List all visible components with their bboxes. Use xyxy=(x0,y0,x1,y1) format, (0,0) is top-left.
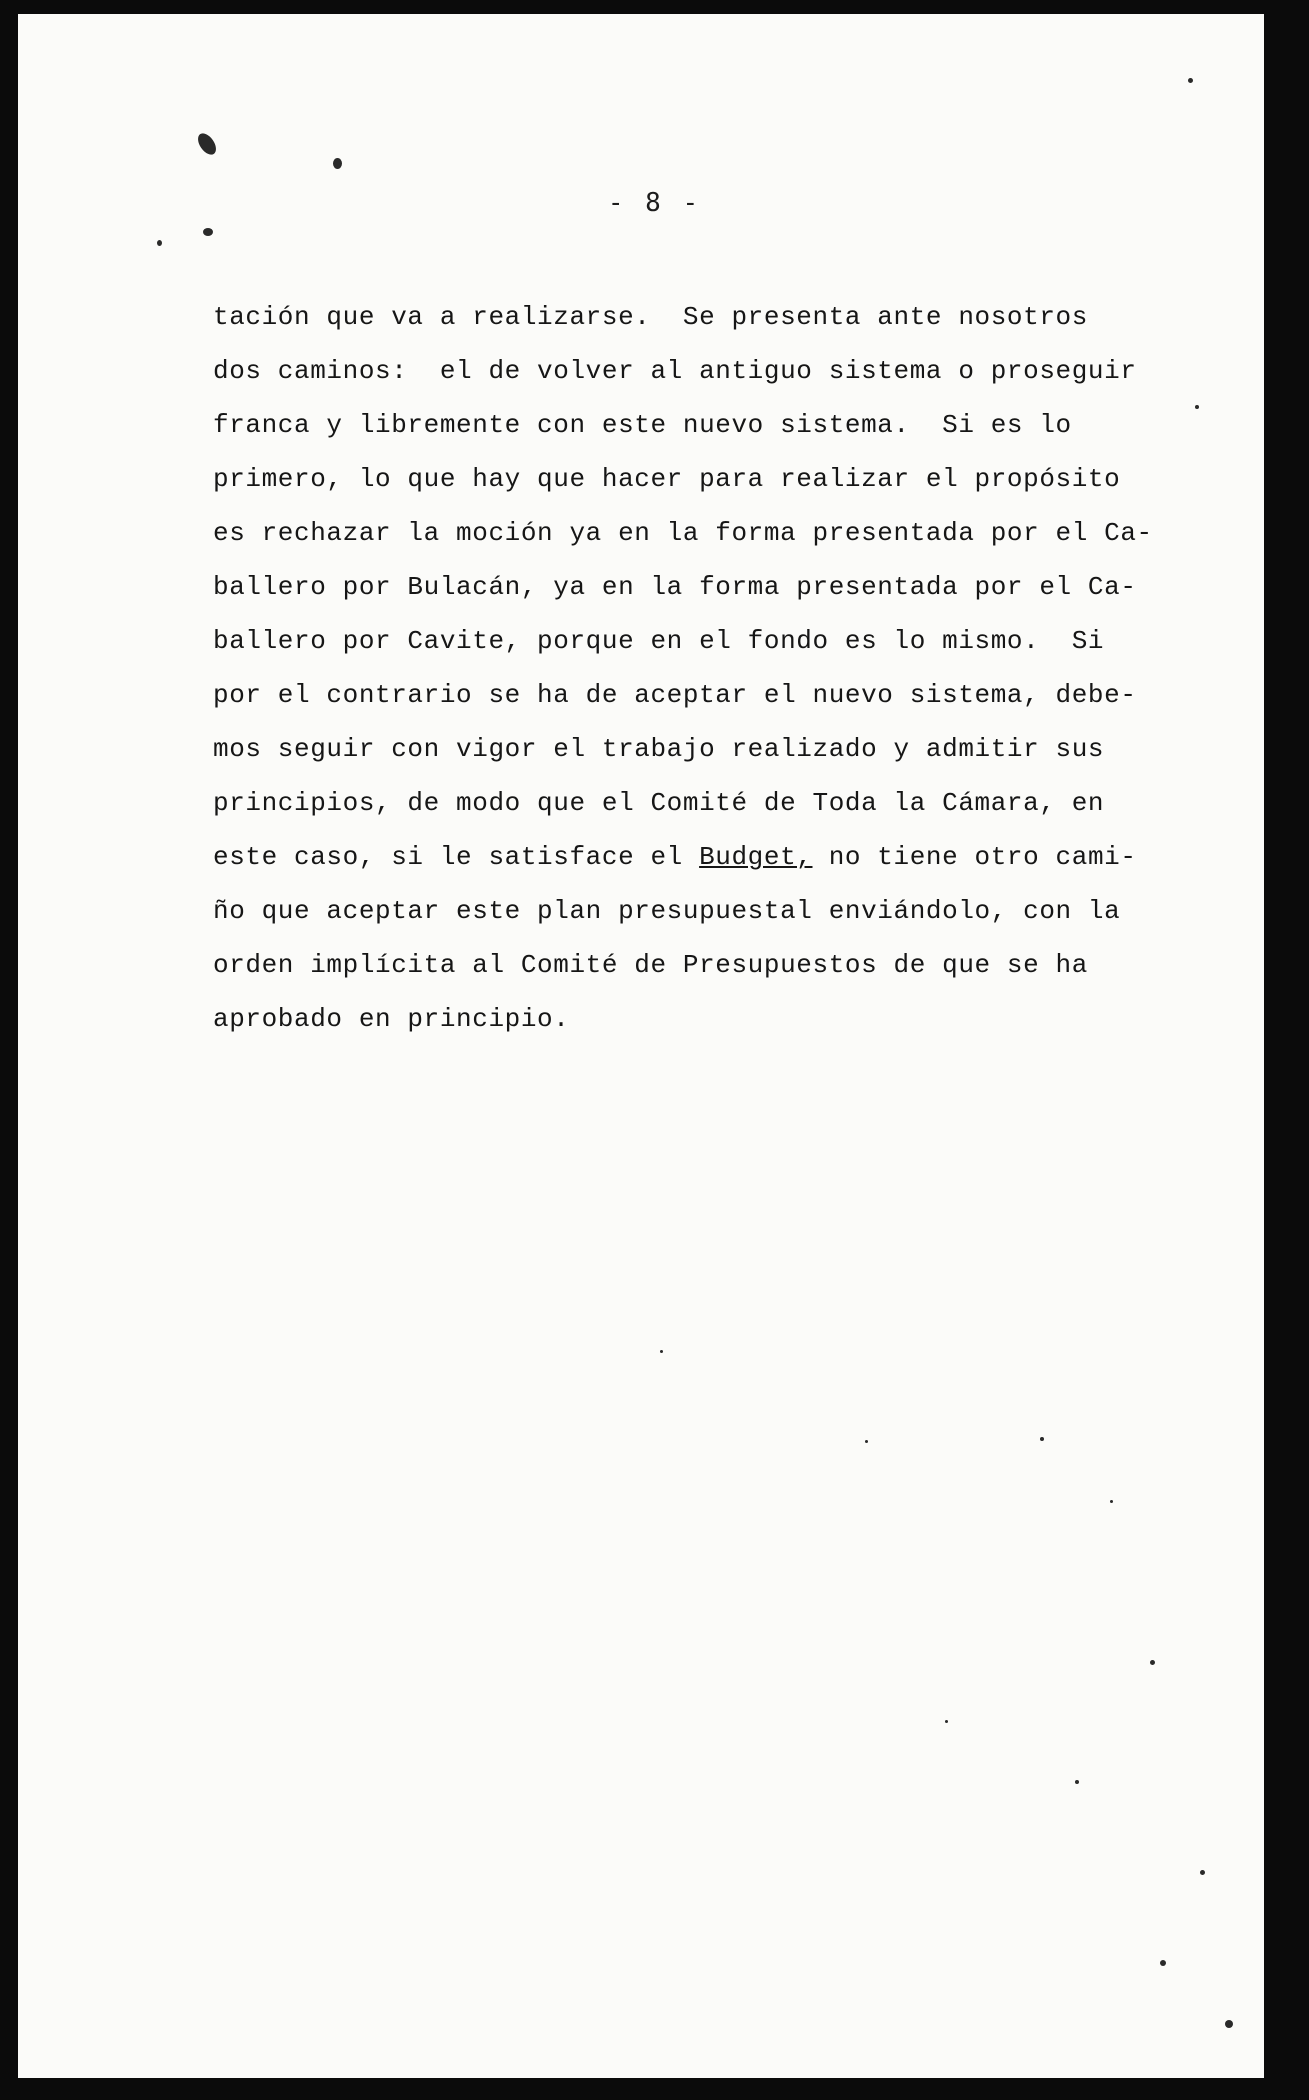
ink-speck xyxy=(1075,1780,1079,1784)
text-line: es rechazar la moción ya en la forma presentada por el Ca- xyxy=(213,518,1153,548)
text-line xyxy=(213,830,1137,884)
ink-speck xyxy=(1150,1660,1155,1665)
body-paragraph xyxy=(213,290,1153,1046)
text-line: ballero por Cavite, porque en el fondo es lo mismo. Si xyxy=(213,626,1105,656)
ink-speck xyxy=(660,1350,663,1353)
text-line: tación que va a realizarse. Se presenta ante nosotros xyxy=(213,302,1088,332)
underlined-word: Budget, xyxy=(699,842,813,872)
ink-speck xyxy=(1188,78,1193,83)
text-line: franca y libremente con este nuevo sistema. Si es lo xyxy=(213,410,1072,440)
ink-speck xyxy=(1195,405,1199,409)
text-line: primero, lo que hay que hacer para realizar el propósito xyxy=(213,464,1121,494)
text-line: mos seguir con vigor el trabajo realizado y admitir sus xyxy=(213,734,1105,764)
ink-speck xyxy=(203,228,213,236)
text-line: dos caminos: el de volver al antiguo sistema o proseguir xyxy=(213,356,1137,386)
text-line: por el contrario se ha de aceptar el nuevo sistema, debe- xyxy=(213,680,1137,710)
page-number: - 8 - xyxy=(607,188,702,218)
text-line: principios, de modo que el Comité de Toda la Cámara, en xyxy=(213,788,1105,818)
text-line: ballero por Bulacán, ya en la forma presentada por el Ca- xyxy=(213,572,1137,602)
text-line: ño que aceptar este plan presupuestal enviándolo, con la xyxy=(213,896,1121,926)
ink-speck xyxy=(945,1720,948,1723)
ink-speck xyxy=(1225,2020,1233,2028)
text-line: aprobado en principio. xyxy=(213,1004,570,1034)
ink-speck xyxy=(865,1440,868,1443)
text-segment: este caso, si le satisface el xyxy=(213,842,700,872)
text-segment: no tiene otro cami- xyxy=(812,842,1137,872)
ink-speck xyxy=(1110,1500,1113,1503)
ink-speck xyxy=(1040,1437,1044,1441)
ink-speck xyxy=(333,158,342,169)
ink-speck xyxy=(157,240,162,246)
text-line: orden implícita al Comité de Presupuestos de que se ha xyxy=(213,950,1088,980)
ink-speck xyxy=(1160,1960,1166,1966)
ink-speck xyxy=(1200,1870,1205,1875)
